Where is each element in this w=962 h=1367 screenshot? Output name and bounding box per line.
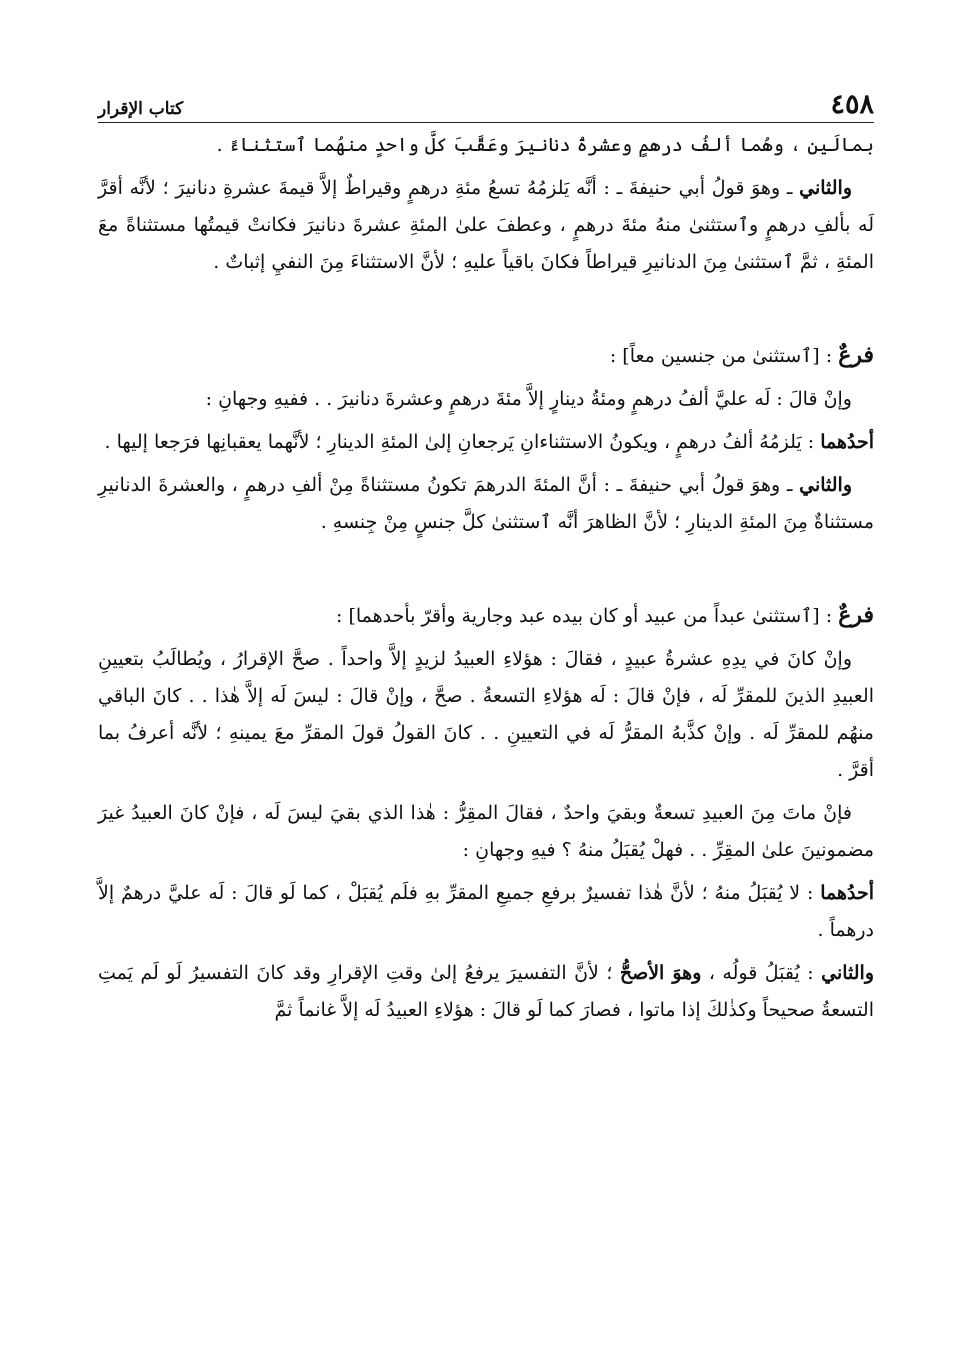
paragraph-text: : يَلزمُهُ ألفُ درهمٍ ، ويكونُ الاستثناءانِ يَرجعانِ إلىٰ المئةِ الدينارِ ؛ لأنَّهما يعقبانِها فرَجعا إليها . bbox=[104, 431, 821, 453]
paragraph-text: ـ وهوَ قولُ أبي حنيفةَ ـ : أنَّه يَلزمُهُ تسعُ مئةِ درهمٍ وقيراطٌ إلاَّ قيمةَ عشرةِ دنانيرَ ؛ لأنَّه أقرَّ لَه بألفِ درهمٍ وٱستثنىٰ منهُ مئةَ درهمٍ ، وعطفَ علىٰ المئةِ عشرةَ دنانيرَ فكانتْ قيمتُها مستثناةً معَ المئةِ ، ثمَّ ٱستثنىٰ مِنَ الدنانيرِ قيراطاً فكانَ باقياً عليهِ ؛ لأنَّ الاستثناءَ مِنَ النفيِ إثباتٌ . bbox=[98, 177, 874, 273]
subsection-heading bbox=[98, 337, 874, 375]
paragraph bbox=[98, 381, 874, 418]
page-body bbox=[98, 127, 874, 1029]
subsection-title: : [ٱستثنىٰ من جنسين معاً] : bbox=[609, 345, 839, 367]
paragraph-text: بمالَين ، وهُما ألفُ درهمٍ وعشرةُ دنانيرَ وعَقَّبَ كلَّ واحدٍ منهُما ٱستثناءً . bbox=[216, 134, 874, 156]
paragraph-text: : يُقبَلُ قولُه ، bbox=[701, 962, 822, 984]
paragraph bbox=[98, 641, 874, 789]
paragraph-emphasis: وهوَ الأصحُّ bbox=[619, 962, 702, 984]
section-gap bbox=[98, 281, 874, 337]
paragraph-text: : لا يُقبَلُ منهُ ؛ لأنَّ هٰذا تفسيرٌ برفعِ جميعِ المقرِّ بهِ فلَم يُقبَلْ ، كما لَو قالَ : لَه عليَّ درهمٌ إلاَّ درهماً . bbox=[98, 882, 874, 941]
paragraph-text: وإنْ قالَ : لَه عليَّ ألفُ درهمٍ ومئةُ دينارٍ إلاَّ مئةَ درهمٍ وعشرةَ دنانيرَ . . ففيهِ وجهانِ : bbox=[205, 388, 852, 410]
section-gap bbox=[98, 541, 874, 597]
paragraph-lead: أحدُهما bbox=[820, 882, 874, 904]
subsection-title: : [ٱستثنىٰ عبداً من عبيد أو كان بيده عبد وجارية وأقرّ بأحدهما] : bbox=[336, 605, 839, 627]
paragraph-lead: والثاني bbox=[821, 962, 874, 984]
subsection-label: فرعٌ bbox=[838, 602, 874, 628]
paragraph-first-view bbox=[98, 424, 874, 461]
paragraph-text: فإنْ ماتَ مِنَ العبيدِ تسعةٌ وبقيَ واحدٌ ، فقالَ المقِرُّ : هٰذا الذي بقيَ ليسَ لَه ، فإنْ كانَ العبيدُ غيرَ مضمونينَ علىٰ المقِرِّ . . فهلْ يُقبَلُ منهُ ؟ فيهِ وجهانِ : bbox=[98, 802, 874, 861]
paragraph-lead: والثاني bbox=[799, 177, 852, 199]
paragraph-text-continued: ؛ لأنَّ التفسيرَ يرفعُ إلىٰ وقتِ الإقرارِ وقد كانَ التفسيرُ لَو لَم يَمتِ التسعةُ صحيحاً وكذٰلكَ إذا ماتوا ، فصارَ كما لَو قالَ : هؤلاءِ العبيدُ لَه إلاَّ غانماً ثمَّ bbox=[98, 962, 874, 1021]
paragraph-lead: والثاني bbox=[799, 474, 852, 496]
page-header bbox=[98, 82, 874, 118]
subsection-heading bbox=[98, 597, 874, 635]
subsection-label: فرعٌ bbox=[838, 342, 874, 368]
paragraph-second-view bbox=[98, 467, 874, 541]
page-number: ٤٥٨ bbox=[830, 89, 874, 120]
paragraph-continuation bbox=[98, 127, 874, 164]
running-title: كتاب الإقرار bbox=[98, 99, 184, 119]
paragraph bbox=[98, 795, 874, 869]
paragraph-text: ـ وهوَ قولُ أبي حنيفةَ ـ : أنَّ المئةَ الدرهمَ تكونُ مستثناةً مِنْ ألفِ درهمٍ ، والعشرةَ الدنانيرِ مستثناةٌ مِنَ المئةِ الدينارِ ؛ لأنَّ الظاهرَ أنَّه ٱستثنىٰ كلَّ جنسٍ مِنْ جِنسهِ . bbox=[98, 474, 874, 533]
header-rule bbox=[98, 122, 874, 123]
paragraph-second-view bbox=[98, 170, 874, 281]
paragraph-second-view bbox=[98, 955, 874, 1029]
paragraph-text: وإنْ كانَ في يدِهِ عشرةُ عبيدٍ ، فقالَ : هؤلاءِ العبيدُ لزيدٍ إلاَّ واحداً . صحَّ الإقرارُ ، ويُطالَبُ بتعيينِ العبيدِ الذينَ للمقرِّ لَه ، فإنْ قالَ : لَه هؤلاءِ التسعةُ . صحَّ ، وإنْ قالَ : ليسَ لَه إلاَّ هٰذا . . كانَ الباقي منهُم للمقرِّ لَه . وإنْ كذَّبهُ المقرُّ لَه في التعيينِ . . كانَ القولُ قولَ المقرِّ معَ يمينهِ ؛ لأنَّه أعرفُ بما أقرَّ . bbox=[98, 648, 874, 781]
paragraph-first-view bbox=[98, 875, 874, 949]
paragraph-lead: أحدُهما bbox=[820, 431, 874, 453]
